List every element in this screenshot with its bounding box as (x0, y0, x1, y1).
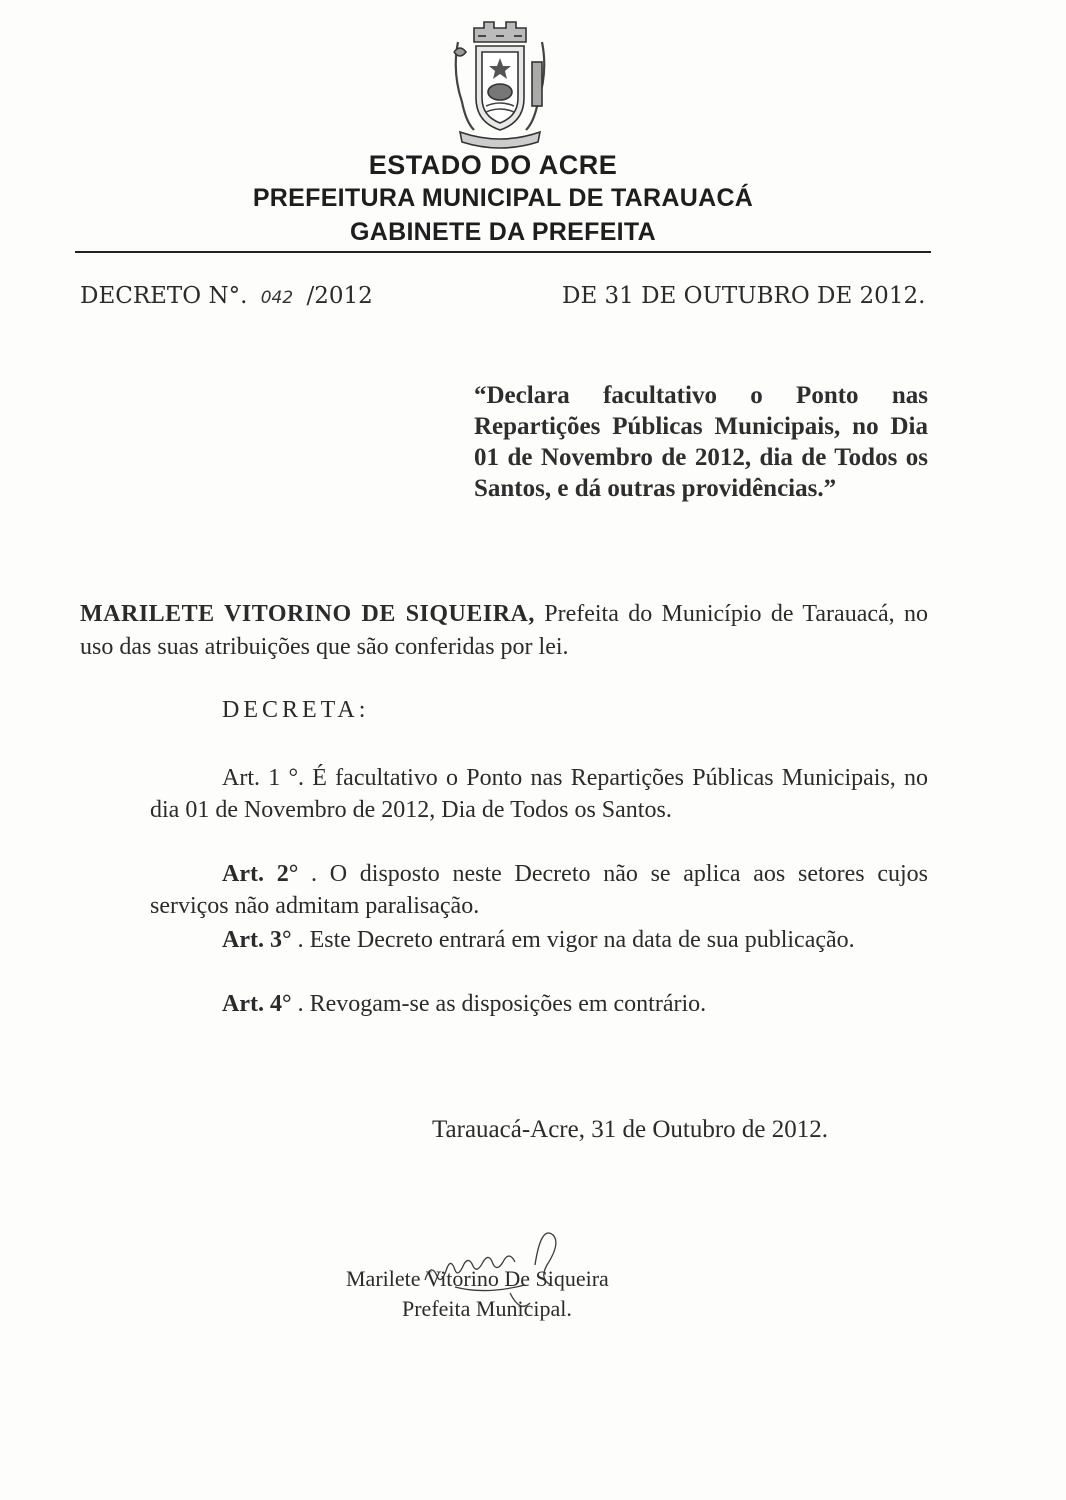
decree-number-line (80, 283, 373, 309)
article-text: É facultativo o Ponto nas Repartições Públicas Municipais, no dia 01 de Novembro de 2012, Dia de Todos os Santos. (150, 765, 929, 823)
article-label: Art. 4° (222, 991, 292, 1017)
article-label: Art. 2° (222, 861, 299, 887)
article-4 (150, 988, 928, 1020)
prefecture-heading: PREFEITURA MUNICIPAL DE TARAUACÁ (252, 184, 754, 212)
article-label: Art. 1 °. (222, 765, 305, 791)
place-and-date: Tarauacá-Acre, 31 de Outubro de 2012. (432, 1116, 828, 1143)
signer-role: Prefeita Municipal. (402, 1296, 572, 1321)
decree-date: DE 31 DE OUTUBRO DE 2012. (562, 283, 926, 309)
decree-year: /2012 (306, 283, 373, 309)
article-2 (150, 858, 928, 922)
article-label: Art. 3° (222, 927, 292, 953)
decreta-heading: DECRETA: (222, 697, 370, 723)
coat-of-arms-icon (440, 12, 560, 150)
preamble (80, 598, 928, 664)
signer-name: Marilete Vitorino De Siqueira (346, 1266, 609, 1291)
article-text: . O disposto neste Decreto não se aplica aos setores cujos serviços não admitam paralisação. (150, 861, 929, 919)
header-divider (75, 251, 931, 253)
decree-label: DECRETO N°. (80, 283, 248, 309)
office-heading: GABINETE DA PREFEITA (349, 218, 656, 246)
state-heading: ESTADO DO ACRE (368, 150, 618, 180)
decree-number: 042 (260, 288, 294, 308)
article-1 (150, 762, 928, 826)
decree-summary: “Declara facultativo o Ponto nas Repartições Públicas Municipais, no Dia 01 de Novembro de 2012, dia de Todos os Santos, e dá outras providências.” (474, 382, 928, 502)
mayor-name: MARILETE VITORINO DE SIQUEIRA, (80, 601, 535, 627)
article-text: . Revogam-se as disposições em contrário. (291, 991, 707, 1017)
article-text: . Este Decreto entrará em vigor na data de sua publicação. (291, 927, 855, 953)
article-3 (150, 924, 928, 956)
preamble-text: Prefeita do Município de Tarauacá, no uso das suas atribuições que são conferidas por lei. (80, 601, 928, 660)
